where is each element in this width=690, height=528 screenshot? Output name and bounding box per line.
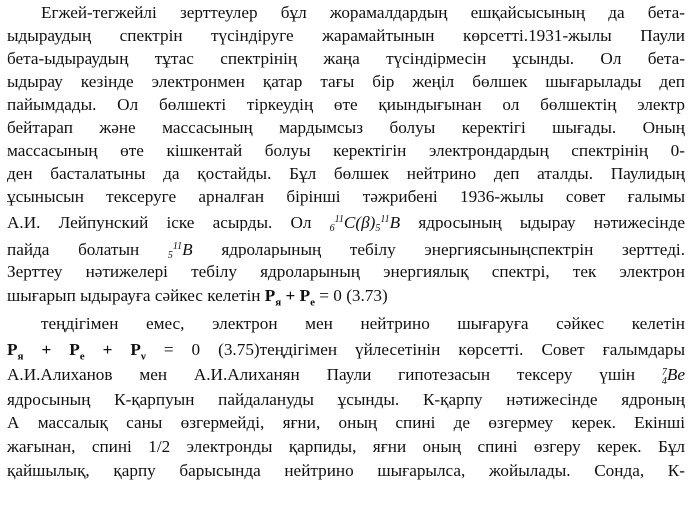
text-line-1: Егжей-тегжейлі зерттеулер бұл жорамалдардың ешқайсысының да бета- [41, 3, 685, 22]
text-segment: (3.75)теңдігімен үйлесетінін көрсетті. Совет ғалымдары [218, 340, 685, 359]
text-segment: шығарып ыдырауға сәйкес келетін [7, 286, 261, 305]
formula-beryllium: 7 4Be [661, 365, 685, 386]
text-line-18: А массалық саны өзгермейді, яғни, оның спині де өзгермеу керек. Екінші [7, 413, 685, 432]
text-line-13 [7, 285, 685, 307]
formula-boron: $5^{11}B$ [167, 240, 193, 258]
text-line-19: жағынан, спині 1/2 электронды қарпиды, яғни оның спині өзгеру керек. Бұл [7, 437, 685, 456]
formula-eq-3-73: $P_я + P_e = 0$ [264, 286, 342, 307]
text-line-20: қайшылық, қарпу барысында нейтрино шығарылса, жойылады. Сонда, К- [7, 461, 685, 480]
text-line-9: ұсынысын тексеруге арналған бірінші тәжрибені 1936-жылы совет ғалымы [7, 187, 685, 206]
text-line-11 [7, 236, 685, 258]
formula-carbon-decay: $6^{11}C(\beta)5^{11}B$ [329, 213, 401, 231]
text-line-14: теңдігімен емес, электрон мен нейтрино шығаруға сәйкес келетін [41, 314, 685, 333]
text-line-4: ыдырау кезінде электронмен қатар тағы бір жеңіл бөлшек шығарылады деп [7, 72, 685, 91]
text-line-17: ядросының К-қарпуын пайдалануды ұсынды. К-қарпу нәтижесінде ядроның [7, 390, 685, 409]
formula-eq-3-75: $P_я + P_e + P_\nu = 0$ [7, 340, 201, 361]
text-line-12: Зерттеу нәтижелері тебілу ядроларының энергиялық спектрі, тек электрон [7, 262, 685, 281]
text-line-3: бета-ыдыраудың тұтас спектрінің жаңа түсіндірмесін ұсынды. Ол бета- [7, 49, 685, 68]
text-line-15 [7, 339, 685, 361]
equation-number: (3.73) [346, 286, 388, 305]
text-segment: ядроларының тебілу энергиясыныңспектрін зерттеді. [221, 240, 685, 258]
text-segment: ядросының ыдырау нәтижесінде [418, 213, 685, 231]
text-line-8: ден басталатыны да қостайды. Бұл бөлшек нейтрино деп аталды. Паулидың [7, 164, 685, 183]
text-segment: пайда болатын [7, 240, 140, 258]
text-line-16 [7, 364, 685, 386]
text-line-2: ыдыраудың спектрін түсіндіруге жарамайтынын көрсетті.1931-жылы Паули [7, 26, 685, 45]
text-line-6: бейтарап және массасының мардымсыз болуы керектігі шығады. Оның [7, 118, 685, 137]
text-segment: А.И.Алиханов мен А.И.Алиханян Паули гипотезасын тексеру үшін [7, 365, 636, 384]
text-line-10 [7, 209, 685, 231]
text-line-5: пайымдады. Ол бөлшекті тіркеудің өте қиындығынан ол бөлшектің электр [7, 95, 685, 114]
text-segment: А.И. Лейпунский іске асырды. Ол [7, 213, 312, 231]
text-line-7: массасының өте кішкентай болуы керектігін электрондардың спектрінің 0- [7, 141, 685, 160]
